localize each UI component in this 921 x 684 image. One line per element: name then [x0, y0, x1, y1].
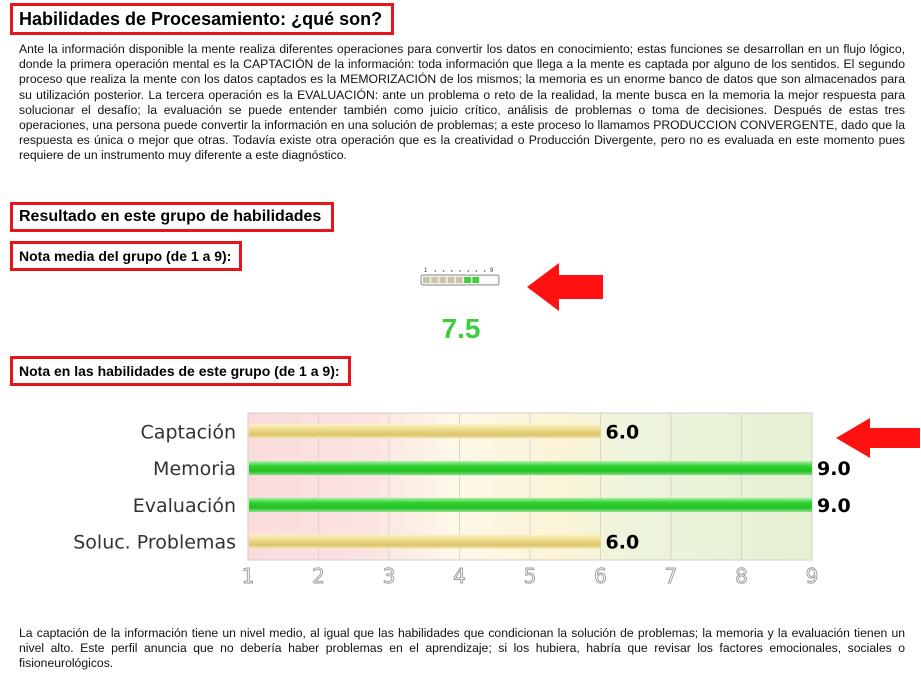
mean-score-gauge — [418, 265, 502, 287]
gauge-cell — [464, 277, 471, 283]
mean-score-heading: Nota media del grupo (de 1 a 9): — [10, 241, 242, 271]
x-tick-label: 5 — [523, 564, 537, 588]
gauge-max-label: 9 — [490, 268, 494, 274]
intro-paragraph: Ante la información disponible la mente realiza diferentes operaciones para convertir los datos en conocimiento; estas funciones se desarrollan en un flujo lógico, donde la primera operación mental es la CAPTACIÓN de la información: toda información que llega a la mente es captada por alguno de los sentidos. El segundo proceso que realiza la mente con los datos captados es la MEMORIZACIÓN de los mismos; la memoria es un enorme banco de datos que son almacenados para su utilización posterior. La tercera operación es la EVALUACIÓN: ante un problema o reto de la realidad, la mente busca en la memoria la mejor respuesta para solucionar el desafío; la evaluación se puede entender también como juicio crítico, análisis de problemas o toma de decisiones. Después de estas tres operaciones, una persona puede convertir la información en una solución de problemas; a este proceso lo llamamos PRODUCCION CONVERGENTE, dado que la respuesta es única o mejor que otras. Todavía existe otra operación que es la creatividad o Producción Divergente, pero no es evaluada en este momento pues requiere de un instrumento muy diferente a este diagnóstico. — [19, 42, 905, 163]
x-tick-label: 8 — [735, 564, 748, 588]
gauge-cell — [472, 277, 479, 283]
x-tick-label: 9 — [805, 564, 819, 588]
category-label: Memoria — [153, 458, 236, 481]
category-label: Evaluación — [132, 494, 236, 517]
summary-paragraph: La captación de la información tiene un nivel medio, al igual que las habilidades que condicionan la solución de problemas; la memoria y la evaluación tienen un nivel alto. Este perfil anuncia que no debería haber problemas en el aprendizaje; si los hubiera, habría que revisar los factores emocionales, sociales o fisioneurológicos. — [19, 626, 905, 671]
bar — [249, 535, 601, 549]
gauge-min-label: 1 — [424, 268, 428, 274]
mean-score-value: 7.5 — [441, 313, 481, 344]
gauge-tick-dot — [484, 270, 485, 271]
pointer-arrow-icon — [527, 263, 605, 311]
result-heading: Resultado en este grupo de habilidades — [10, 202, 334, 232]
gauge-cell — [448, 277, 455, 283]
gauge-cell — [456, 277, 463, 283]
bar-value-label: 6.0 — [605, 531, 640, 554]
bar — [249, 461, 812, 475]
bar-value-label: 9.0 — [817, 458, 851, 481]
gauge-tick-dot — [443, 270, 444, 271]
gauge-cell — [431, 277, 438, 283]
gauge-tick-dot — [451, 270, 452, 271]
bar-value-label: 6.0 — [605, 421, 640, 444]
x-tick-label: 6 — [594, 564, 607, 588]
x-tick-label: 4 — [453, 564, 466, 588]
gauge-cell — [489, 277, 496, 283]
section-title: Habilidades de Procesamiento: ¿qué son? — [10, 3, 394, 35]
x-tick-label: 7 — [664, 564, 678, 588]
gauge-cell — [423, 277, 430, 283]
gauge-tick-dot — [476, 270, 477, 271]
category-label: Captación — [140, 421, 236, 444]
gauge-tick-dot — [468, 270, 469, 271]
gauge-cell — [481, 277, 488, 283]
bar — [249, 424, 601, 438]
bar — [249, 498, 812, 512]
x-tick-label: 1 — [241, 564, 255, 588]
bar-value-label: 9.0 — [817, 494, 851, 517]
gauge-cell — [439, 277, 446, 283]
skills-bar-chart — [73, 405, 875, 590]
category-label: Soluc. Problemas — [73, 531, 236, 554]
skills-heading: Nota en las habilidades de este grupo (de 1 a 9): — [10, 356, 351, 386]
gauge-tick-dot — [435, 270, 436, 271]
x-tick-label: 3 — [382, 564, 396, 588]
gauge-tick-dot — [459, 270, 460, 271]
x-tick-label: 2 — [312, 564, 325, 588]
